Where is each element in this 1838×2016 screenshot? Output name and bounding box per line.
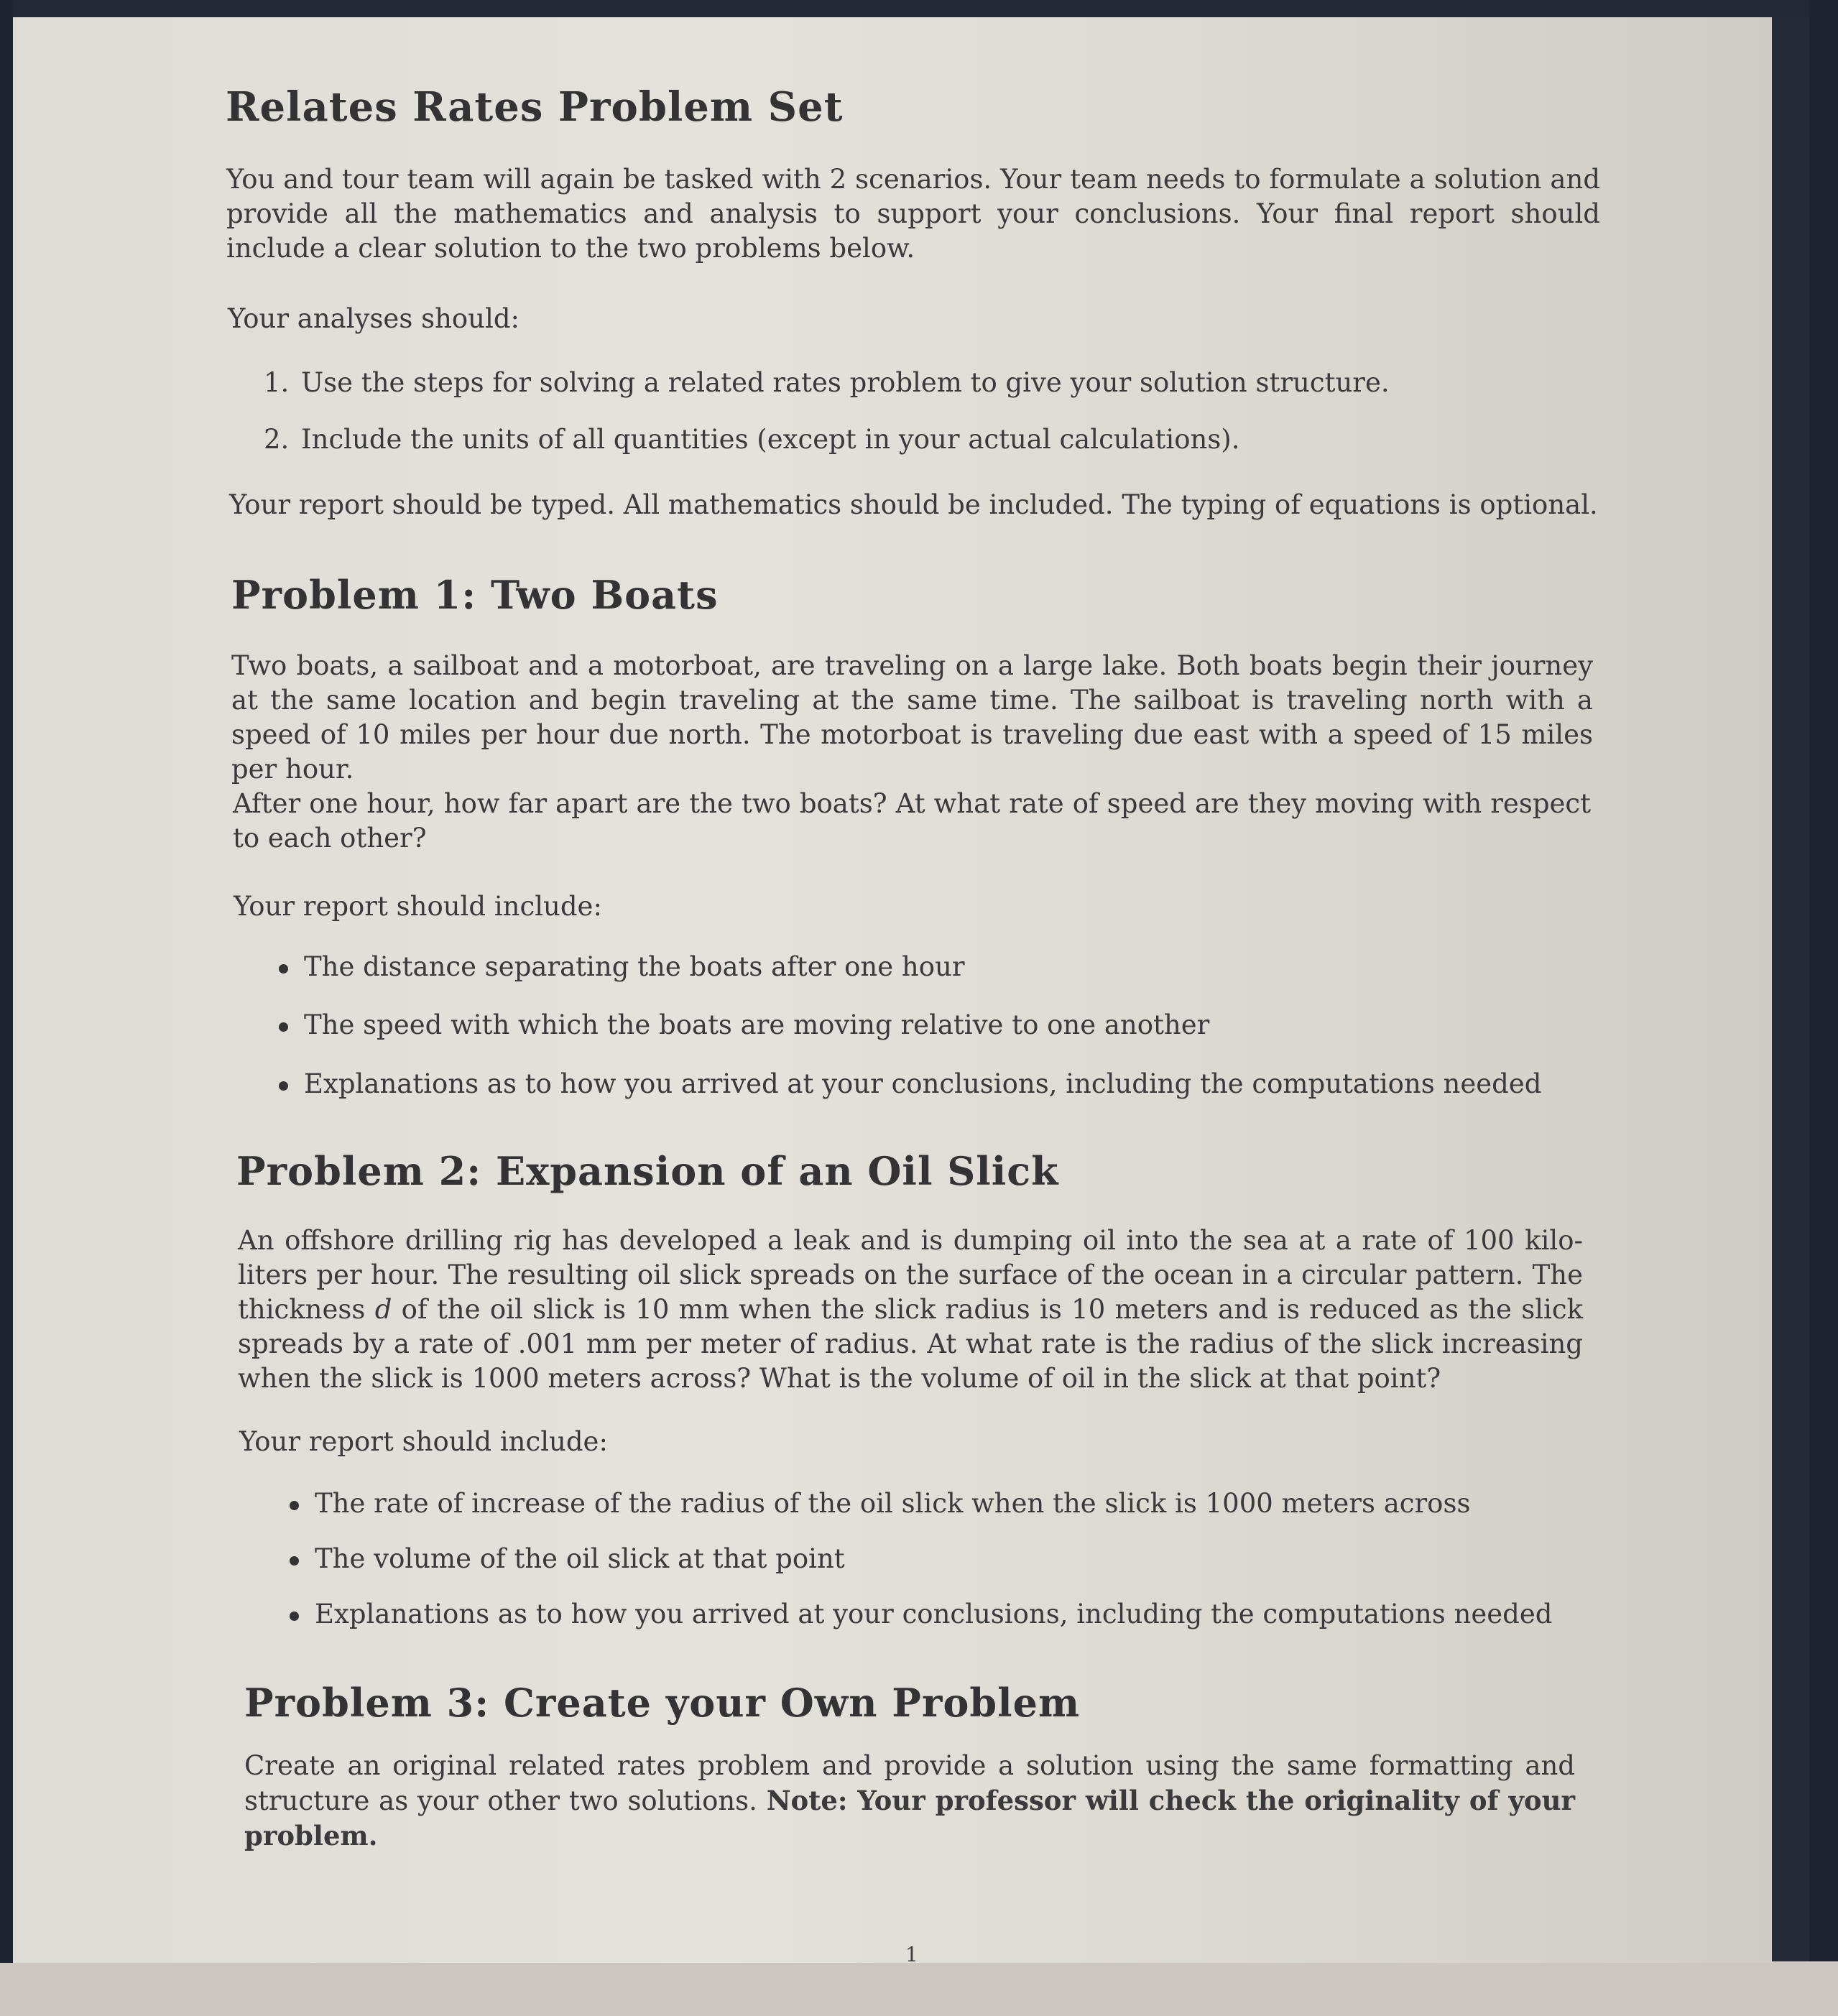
problem2-include-label: Your report should include: xyxy=(239,1426,608,1457)
body-text: Create an original related rates problem and provide a solution using the same formatting and structure as your other two solutions. xyxy=(244,1750,1575,1816)
monitor-bezel-top xyxy=(0,0,1838,17)
bullet-text: The distance separating the boats after one hour xyxy=(304,951,965,982)
document-title: Relates Rates Problem Set xyxy=(226,83,844,131)
bullet-item xyxy=(279,1008,1209,1042)
problem2-heading: Problem 2: Expansion of an Oil Slick xyxy=(236,1148,1059,1194)
bullet-item xyxy=(290,1542,845,1576)
monitor-bezel-right xyxy=(1809,0,1838,1961)
bullet-item xyxy=(279,1067,1541,1101)
analyses-label: Your analyses should: xyxy=(228,303,519,334)
item-number: 2. xyxy=(264,424,290,455)
problem1-question: After one hour, how far apart are the two boats? At what rate of speed are they moving with respect to each other? xyxy=(233,788,1591,854)
bullet-icon xyxy=(290,1556,299,1566)
analyses-item xyxy=(264,422,1240,457)
item-text: Use the steps for solving a related rates problem to give your solution structure. xyxy=(301,367,1390,398)
bullet-icon xyxy=(290,1612,299,1621)
desk-surface xyxy=(0,1963,1838,2016)
typed-note: Your report should be typed. All mathematics should be included. The typing of equations is optional. xyxy=(229,489,1598,520)
bullet-text: The speed with which the boats are moving relative to one another xyxy=(304,1009,1210,1040)
item-number: 1. xyxy=(264,367,290,398)
analyses-item xyxy=(264,366,1390,400)
body-text: of the oil slick is 10 mm when the slick radius is 10 meters and is reduced as the slick spreads by a rate of .001 mm per meter of radius. At what rate is the radius of the slick increasing when the slick is 1000 meters across? What is the volume of oil in the slick at that point? xyxy=(238,1294,1583,1394)
bullet-item xyxy=(290,1486,1470,1521)
problem3-heading: Problem 3: Create your Own Problem xyxy=(244,1680,1081,1726)
problem1-heading: Problem 1: Two Boats xyxy=(231,572,719,618)
bullet-text: Explanations as to how you arrived at your conclusions, including the computations needed xyxy=(315,1599,1553,1629)
window-edge-right xyxy=(1772,17,1809,1961)
bullet-item xyxy=(290,1597,1552,1632)
body-text: An offshore drilling rig has developed a leak and is dumping oil into the sea at a rate of 100 kilo-liters per hour. The resulting oil slick spreads on the surface of the ocean in a circular pattern. The thickness xyxy=(238,1225,1583,1325)
bullet-text: The rate of increase of the radius of the oil slick when the slick is 1000 meters across xyxy=(315,1488,1471,1519)
monitor-bezel-left xyxy=(0,0,13,1963)
bullet-icon xyxy=(290,1501,299,1510)
problem2-body xyxy=(238,1224,1583,1396)
intro-paragraph: You and tour team will again be tasked with 2 scenarios. Your team needs to formulate a solution and provide all the mathematics and analysis to support your conclusions. Your final report should include a clear solution to the two problems below. xyxy=(226,164,1600,264)
bullet-icon xyxy=(279,1022,288,1032)
bullet-text: The volume of the oil slick at that point xyxy=(315,1543,845,1574)
bullet-text: Explanations as to how you arrived at your conclusions, including the computations needed xyxy=(304,1068,1542,1099)
originality-note: Note: Your professor will check the originality of your problem. xyxy=(244,1785,1576,1851)
problem3-body xyxy=(244,1749,1575,1854)
item-text: Include the units of all quantities (except in your actual calculations). xyxy=(301,424,1240,455)
page-number: 1 xyxy=(905,1943,918,1966)
bullet-icon xyxy=(279,1081,288,1091)
problem1-body: Two boats, a sailboat and a motorboat, are traveling on a large lake. Both boats begin their journey at the same location and begin traveling at the same time. The sailboat is traveling north with a speed of 10 miles per hour due north. The motorboat is traveling due east with a speed of 15 miles per hour. xyxy=(231,650,1593,785)
thickness-variable: d xyxy=(374,1294,392,1325)
problem1-include-label: Your report should include: xyxy=(234,891,602,922)
bullet-item xyxy=(279,950,965,984)
bullet-icon xyxy=(279,964,288,974)
